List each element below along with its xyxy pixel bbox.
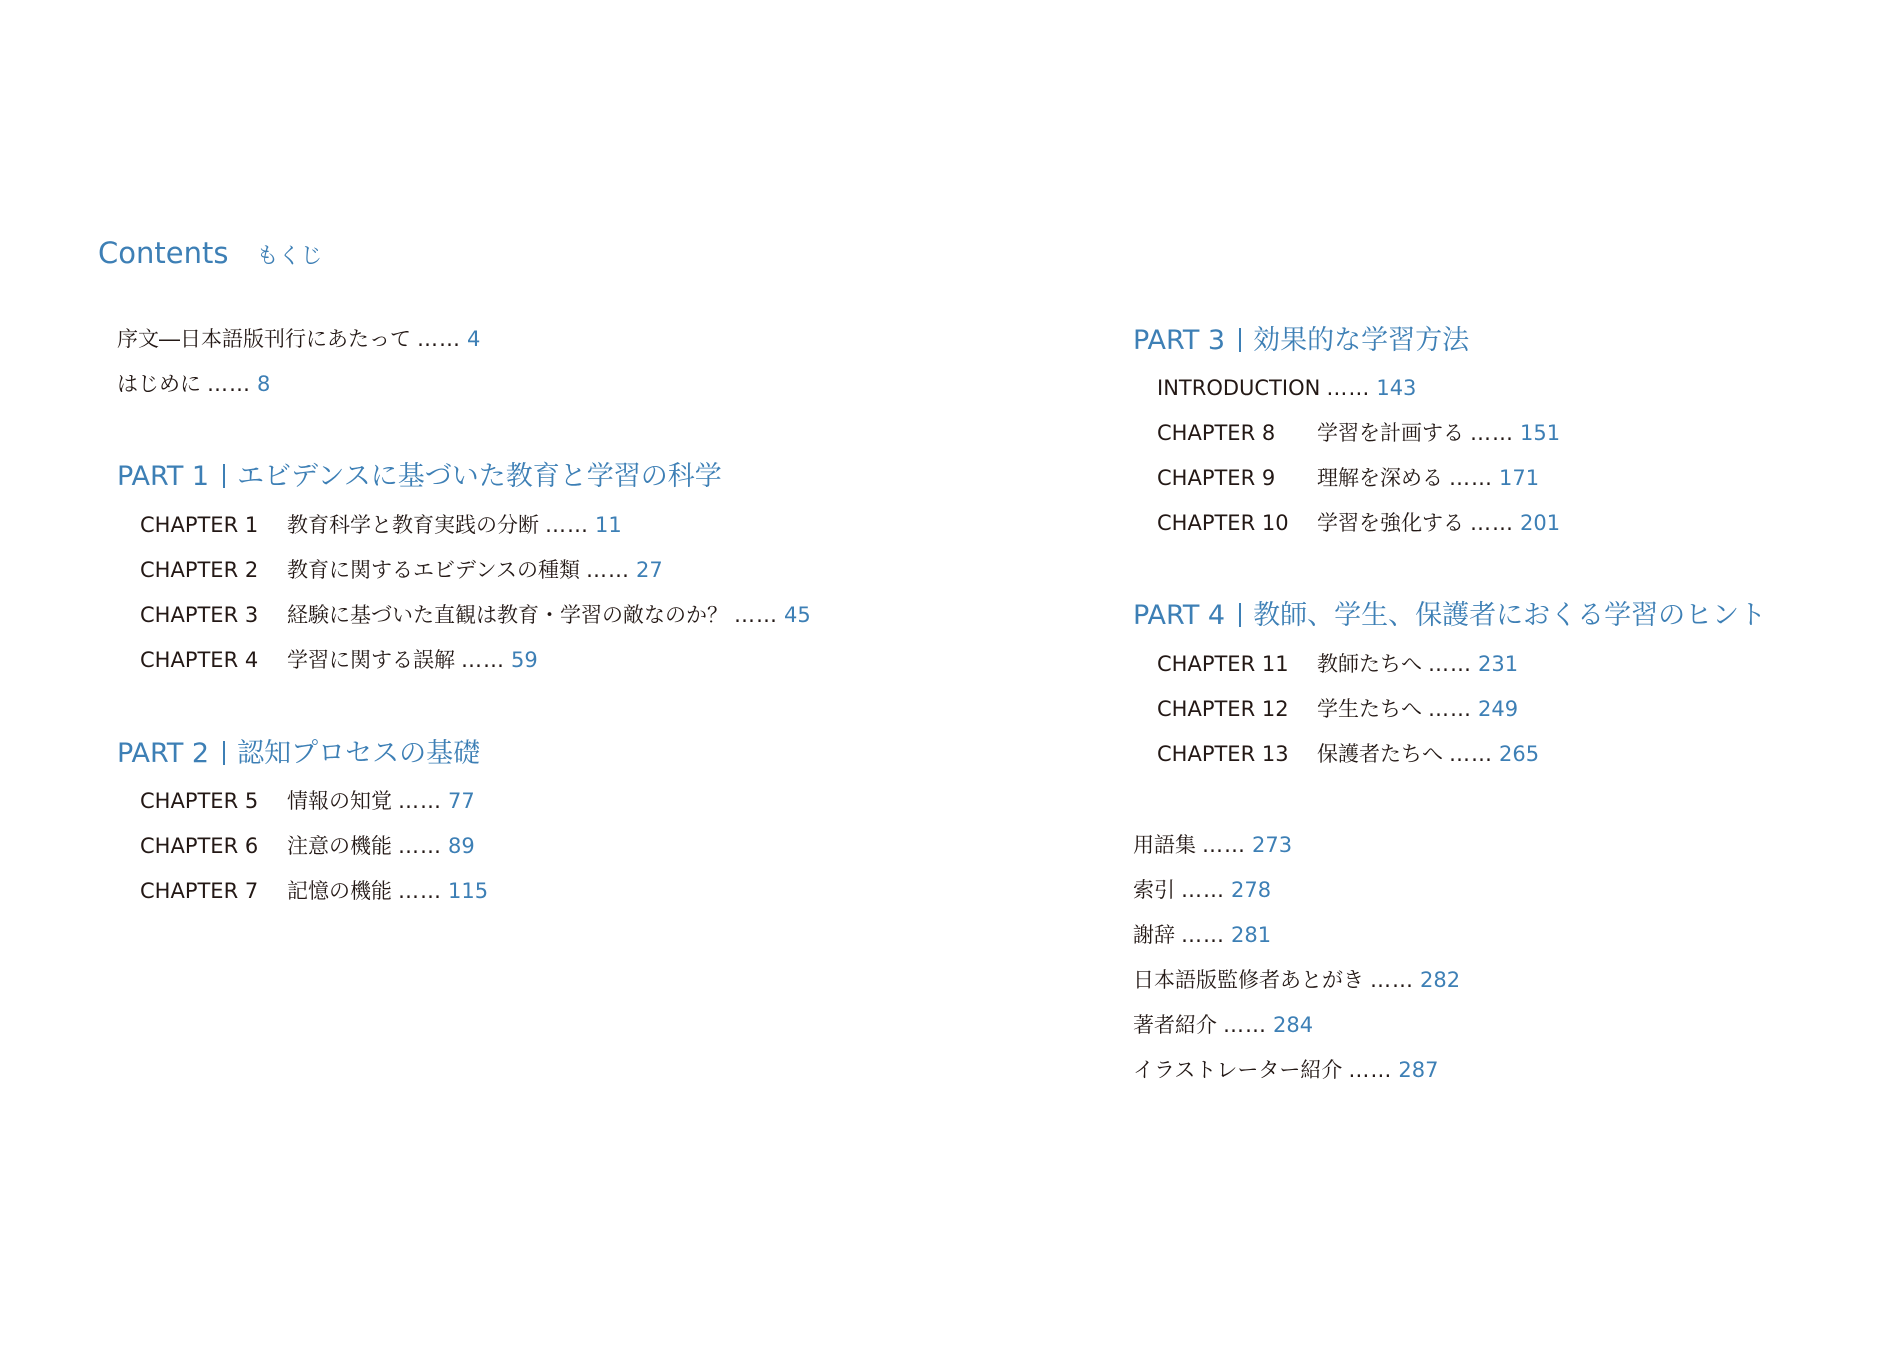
- entry-title: はじめに: [117, 372, 201, 396]
- toc-entry-chapter-6[interactable]: [140, 831, 475, 861]
- page-number: 4: [467, 327, 481, 351]
- leader-dots: ……: [1181, 878, 1225, 902]
- leader-dots: ……: [461, 648, 505, 672]
- page-number: 287: [1398, 1058, 1439, 1082]
- page-number: 115: [448, 879, 489, 903]
- chapter-title: 教育科学と教育実践の分断: [287, 513, 539, 537]
- toc-entry-about-authors[interactable]: [1133, 1010, 1313, 1040]
- toc-entry-about-illustrator[interactable]: [1133, 1055, 1438, 1085]
- chapter-title: 教師たちへ: [1317, 652, 1422, 676]
- chapter-title: 学習を計画する: [1317, 421, 1464, 445]
- entry-title: 著者紹介: [1133, 1013, 1217, 1037]
- toc-entry-chapter-12[interactable]: [1157, 694, 1518, 724]
- page-number: 77: [448, 789, 475, 813]
- part-divider: [1239, 328, 1241, 352]
- page-number: 278: [1231, 878, 1272, 902]
- leader-dots: ……: [1370, 968, 1414, 992]
- chapter-number: CHAPTER 1: [140, 513, 259, 537]
- page-number: 281: [1231, 923, 1272, 947]
- leader-dots: ……: [1202, 833, 1246, 857]
- page-number: 249: [1478, 697, 1519, 721]
- entry-title: 序文―日本語版刊行にあたって: [117, 327, 411, 351]
- page-number: 151: [1520, 421, 1561, 445]
- leader-dots: ……: [1181, 923, 1225, 947]
- entry-title: INTRODUCTION: [1157, 376, 1321, 400]
- leader-dots: ……: [585, 558, 630, 582]
- leader-dots: ……: [207, 372, 251, 396]
- page-number: 8: [257, 372, 271, 396]
- page-number: 201: [1520, 511, 1561, 535]
- page-number: 45: [784, 603, 811, 627]
- entry-title: 謝辞: [1133, 923, 1175, 947]
- toc-entry-chapter-7[interactable]: [140, 876, 488, 906]
- part-3-heading[interactable]: [1133, 323, 1469, 359]
- toc-entry-glossary[interactable]: [1133, 830, 1292, 860]
- leader-dots: ……: [1348, 1058, 1393, 1082]
- toc-entry-part-3-introduction[interactable]: [1157, 373, 1416, 403]
- toc-entry-preface[interactable]: [117, 324, 480, 354]
- chapter-number: CHAPTER 12: [1157, 697, 1289, 721]
- page-number: 11: [595, 513, 622, 537]
- chapter-number: CHAPTER 9: [1157, 466, 1276, 490]
- part-1-heading[interactable]: [117, 459, 722, 495]
- chapter-number: CHAPTER 3: [140, 603, 259, 627]
- leader-dots: ……: [1470, 421, 1514, 445]
- part-label: PART 2: [117, 738, 210, 769]
- chapter-number: CHAPTER 8: [1157, 421, 1276, 445]
- chapter-number: CHAPTER 5: [140, 789, 259, 813]
- leader-dots: ……: [1449, 466, 1493, 490]
- part-divider: [223, 741, 225, 765]
- part-label: PART 4: [1133, 600, 1226, 631]
- toc-entry-chapter-10[interactable]: [1157, 508, 1560, 538]
- toc-entry-chapter-2[interactable]: [140, 555, 663, 585]
- leader-dots: ……: [417, 327, 461, 351]
- part-divider: [1239, 603, 1241, 627]
- page-number: 282: [1420, 968, 1461, 992]
- chapter-title: 理解を深める: [1317, 466, 1443, 490]
- part-title: エビデンスに基づいた教育と学習の科学: [237, 461, 722, 492]
- leader-dots: ……: [1428, 652, 1472, 676]
- leader-dots: ……: [545, 513, 589, 537]
- chapter-number: CHAPTER 7: [140, 879, 259, 903]
- chapter-title: 注意の機能: [287, 834, 392, 858]
- toc-title-ja: もくじ: [256, 244, 323, 269]
- page-number: 265: [1499, 742, 1540, 766]
- toc-entry-chapter-5[interactable]: [140, 786, 475, 816]
- chapter-number: CHAPTER 6: [140, 834, 259, 858]
- part-label: PART 1: [117, 461, 210, 492]
- chapter-title: 学習を強化する: [1317, 511, 1464, 535]
- toc-entry-acknowledgements[interactable]: [1133, 920, 1271, 950]
- chapter-number: CHAPTER 13: [1157, 742, 1289, 766]
- chapter-title: 記憶の機能: [287, 879, 392, 903]
- chapter-number: CHAPTER 10: [1157, 511, 1289, 535]
- page-number: 231: [1478, 652, 1519, 676]
- part-2-heading[interactable]: [117, 736, 480, 772]
- entry-title: 用語集: [1133, 833, 1196, 857]
- entry-title: 日本語版監修者あとがき: [1133, 968, 1364, 992]
- toc-title-en: Contents: [98, 236, 229, 270]
- leader-dots: ……: [1449, 742, 1493, 766]
- part-title: 教師、学生、保護者におくる学習のヒント: [1253, 600, 1767, 631]
- leader-dots: ……: [1223, 1013, 1267, 1037]
- part-label: PART 3: [1133, 325, 1226, 356]
- chapter-title: 保護者たちへ: [1317, 742, 1443, 766]
- toc-entry-chapter-4[interactable]: [140, 645, 538, 675]
- chapter-title: 情報の知覚: [287, 789, 392, 813]
- page-number: 89: [448, 834, 475, 858]
- part-title: 認知プロセスの基礎: [237, 738, 481, 769]
- chapter-number: CHAPTER 2: [140, 558, 259, 582]
- leader-dots: ……: [398, 789, 442, 813]
- toc-entry-chapter-1[interactable]: [140, 510, 622, 540]
- entry-title: イラストレーター紹介: [1133, 1058, 1343, 1082]
- chapter-title: 学習に関する誤解: [287, 648, 455, 672]
- page-number: 171: [1499, 466, 1540, 490]
- toc-entry-index[interactable]: [1133, 875, 1271, 905]
- toc-entry-supervisor-afterword[interactable]: [1133, 965, 1460, 995]
- chapter-title: 経験に基づいた直観は教育・学習の敵なのか？: [287, 603, 728, 627]
- page-number: 284: [1273, 1013, 1314, 1037]
- chapter-title: 教育に関するエビデンスの種類: [287, 558, 580, 582]
- chapter-number: CHAPTER 4: [140, 648, 259, 672]
- toc-entry-chapter-8[interactable]: [1157, 418, 1560, 448]
- leader-dots: ……: [1428, 697, 1472, 721]
- toc-entry-chapter-13[interactable]: [1157, 739, 1539, 769]
- toc-entry-chapter-9[interactable]: [1157, 463, 1539, 493]
- page-number: 273: [1252, 833, 1293, 857]
- leader-dots: ……: [1470, 511, 1514, 535]
- page-number: 143: [1376, 376, 1417, 400]
- page-number: 59: [511, 648, 538, 672]
- part-title: 効果的な学習方法: [1253, 325, 1470, 356]
- leader-dots: ……: [398, 834, 442, 858]
- toc-entry-introduction[interactable]: [117, 369, 270, 399]
- entry-title: 索引: [1133, 878, 1175, 902]
- chapter-number: CHAPTER 11: [1157, 652, 1289, 676]
- toc-entry-chapter-11[interactable]: [1157, 649, 1518, 679]
- toc-header: [98, 236, 322, 276]
- chapter-title: 学生たちへ: [1317, 697, 1422, 721]
- toc-entry-chapter-3[interactable]: [140, 600, 811, 630]
- page-number: 27: [635, 558, 663, 582]
- leader-dots: ……: [734, 603, 778, 627]
- part-divider: [223, 464, 225, 488]
- part-4-heading[interactable]: [1133, 598, 1766, 634]
- leader-dots: ……: [1326, 376, 1371, 400]
- leader-dots: ……: [398, 879, 442, 903]
